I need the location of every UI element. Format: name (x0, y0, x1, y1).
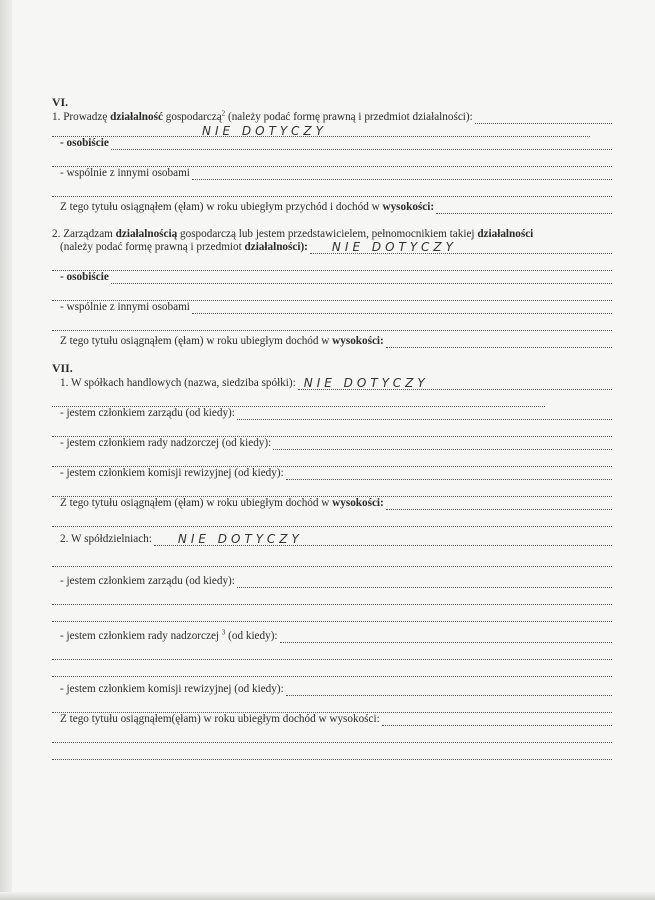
vi-item2-answer: NIE DOTYCZY (331, 240, 457, 254)
vii-item1-supervisory-label: - jestem członkiem rady nadzorczej (od kiedy): (60, 437, 272, 449)
vii-item2-income-field[interactable] (382, 715, 612, 726)
vii-item1-supervisory-field[interactable] (273, 439, 612, 450)
vi-item1-answer-row (52, 124, 612, 137)
vii-item1-board-label: - jestem członkiem zarządu (od kiedy): (60, 407, 235, 419)
vi-item1-income-label: Z tego tytułu osiągnąłem (ęłam) w roku ubiegłym przychód i dochód w wysokości: (60, 201, 435, 213)
vii-item1-audit-label: - jestem członkiem komisji rewizyjnej (od kiedy): (60, 467, 284, 479)
vii-item2-board-label: - jestem członkiem zarządu (od kiedy): (60, 575, 235, 587)
vii-item2-income-label: Z tego tytułu osiągnąłem(ęłam) w roku ubiegłym dochód w wysokości: (60, 713, 380, 725)
vi-item2-personally-label: - osobiście (60, 271, 109, 283)
vii-item2-audit-label: - jestem członkiem komisji rewizyjnej (od kiedy): (60, 683, 284, 695)
vii-item2-label: 2. W spółdzielniach: (60, 533, 152, 545)
vii-item2-field[interactable] (154, 532, 612, 546)
vii-item1-income-line (52, 497, 612, 510)
vii-item1-audit-line (52, 467, 612, 480)
vi-item2-line1: 2. Zarządzam działalnością gospodarczą lub jestem przedstawicielem, pełnomocnikiem takiej działalności (52, 228, 534, 240)
vi-item2-income-label: Z tego tytułu osiągnąłem (ęłam) w roku ubiegłym dochód w wysokości: (60, 335, 384, 347)
vii-item2-income-line (52, 713, 612, 726)
vi-item2-personally-line (52, 271, 612, 284)
vii-item2-line (52, 533, 612, 546)
vii-item1-audit-field[interactable] (286, 469, 612, 480)
declaration-page (52, 96, 612, 760)
vii-item2-supervisory-field[interactable] (280, 632, 612, 643)
vii-item2-supervisory-label: - jestem członkiem rady nadzorczej $^3$ (od kiedy): (60, 628, 278, 642)
vi-item2-text: (należy podać formę prawną i przedmiot działalności): (60, 241, 308, 253)
vi-item1-field[interactable] (475, 113, 612, 124)
vii-item1-board-field[interactable] (237, 409, 612, 420)
vii-item2-board-field[interactable] (237, 577, 612, 588)
vi-item2-line2 (52, 241, 612, 254)
vii-item2-audit-field[interactable] (286, 685, 612, 696)
vi-item2-personally-field[interactable] (111, 273, 612, 284)
vii-item2-supervisory-line (52, 630, 612, 643)
vi-item1-text: 1. Prowadzę działalność gospodarczą$^2$ (należy podać formę prawną i przedmiot działalności): (52, 109, 473, 123)
vi-item1-personally-line (52, 137, 612, 150)
vi-item1-income-line (52, 201, 612, 214)
vi-item2-field[interactable] (310, 240, 612, 254)
vi-item1-jointly-line (52, 167, 612, 180)
vi-item2-income-field[interactable] (386, 337, 612, 348)
vii-item2-board-line (52, 575, 612, 588)
vi-item1-jointly-label: - wspólnie z innymi osobami (60, 167, 190, 179)
scan-edge-bottom (0, 892, 655, 900)
vii-item1-income-label: Z tego tytułu osiągnąłem (ęłam) w roku ubiegłym dochód w wysokości: (60, 497, 384, 509)
vii-item1-board-line (52, 407, 612, 420)
vi-item1-personally-field[interactable] (111, 139, 612, 150)
vi-item2-jointly-label: - wspólnie z innymi osobami (60, 301, 190, 313)
vi-item1-line (52, 111, 612, 124)
vii-item1-field[interactable] (298, 376, 612, 390)
vi-item1-personally-label: - osobiście (60, 137, 109, 149)
vii-item2-answer: NIE DOTYCZY (177, 532, 303, 546)
vii-item2-audit-line (52, 683, 612, 696)
vi-item2-jointly-field[interactable] (192, 303, 612, 314)
vi-item1-answer: NIE DOTYCZY (202, 124, 327, 138)
vi-item1-jointly-field[interactable] (192, 169, 612, 180)
vi-item2-income-line (52, 335, 612, 348)
section-vii-heading: VII. (52, 361, 73, 375)
vii-item1-income-field[interactable] (386, 499, 612, 510)
vii-item1-supervisory-line (52, 437, 612, 450)
scan-edge-left (0, 0, 12, 900)
vi-item2-jointly-line (52, 301, 612, 314)
section-vi-heading: VI. (52, 95, 69, 109)
vii-item1-label: 1. W spółkach handlowych (nazwa, siedziba spółki): (60, 377, 296, 389)
vii-item1-answer: NIE DOTYCZY (303, 376, 429, 390)
vii-item1-line (52, 377, 612, 390)
vi-item1-income-field[interactable] (436, 203, 612, 214)
